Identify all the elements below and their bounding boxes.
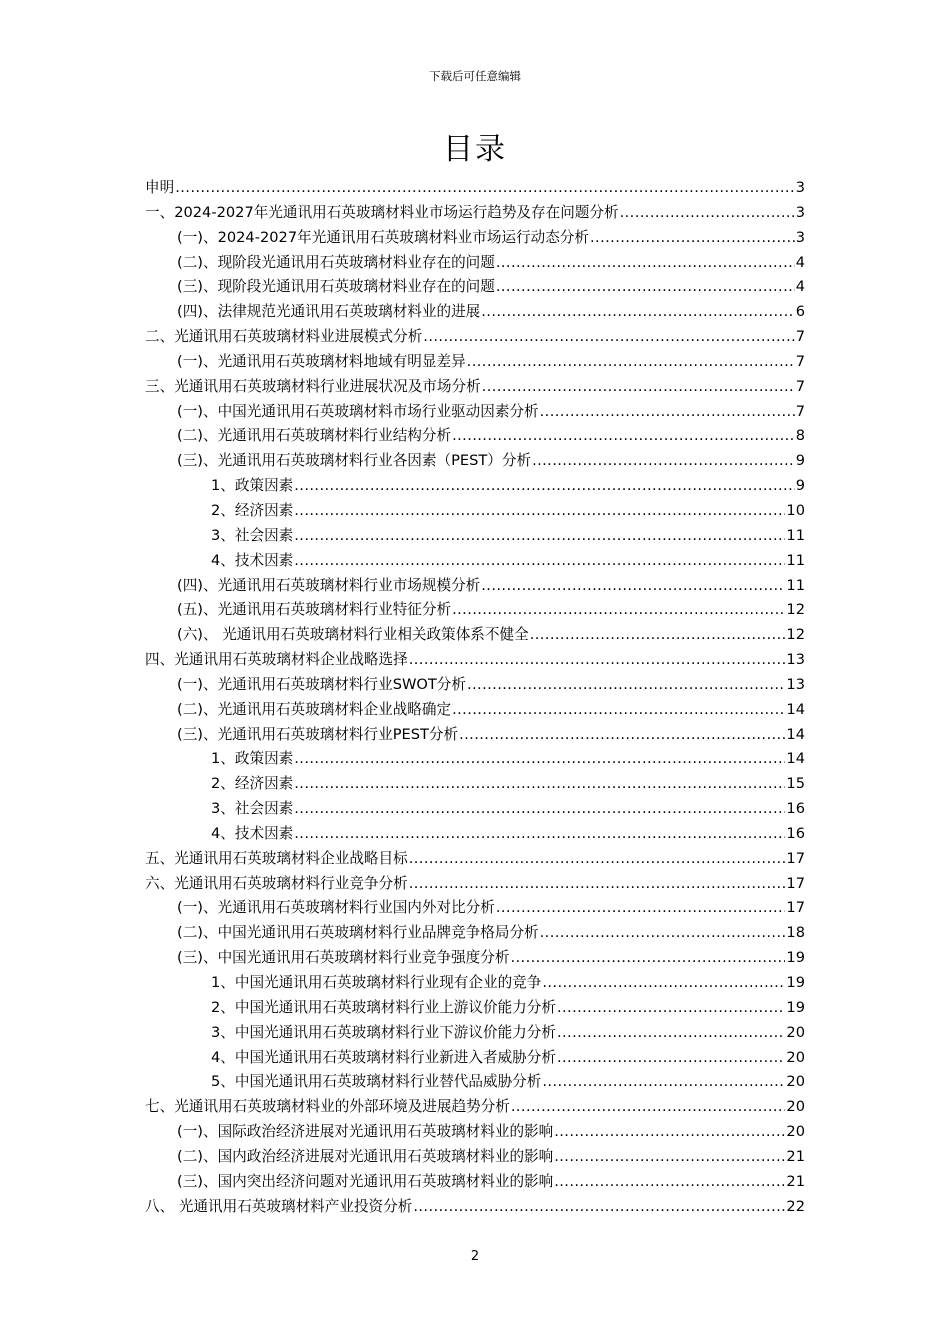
toc-dot-leader xyxy=(481,300,794,325)
toc-entry-title: 1、政策因素 xyxy=(211,477,294,495)
toc-entry-page: 19 xyxy=(786,974,805,991)
toc-entry-page: 19 xyxy=(786,949,805,967)
toc-entry-title: 八、 光通讯用石英玻璃材料产业投资分析 xyxy=(145,1197,413,1215)
toc-entry-page: 17 xyxy=(786,899,805,917)
toc-entry[interactable] xyxy=(145,872,805,897)
toc-dot-leader xyxy=(452,698,785,723)
toc-entry-page: 14 xyxy=(786,725,805,743)
toc-dot-leader xyxy=(496,275,795,300)
toc-dot-leader xyxy=(294,499,785,524)
toc-entry[interactable] xyxy=(145,449,805,474)
toc-entry-page: 6 xyxy=(795,303,805,321)
toc-entry[interactable] xyxy=(145,772,805,797)
toc-entry-title: 4、技术因素 xyxy=(211,551,294,569)
toc-entry-title: 五、光通讯用石英玻璃材料企业战略目标 xyxy=(145,849,408,867)
toc-dot-leader xyxy=(413,1195,785,1220)
toc-entry-title: 2、经济因素 xyxy=(211,775,294,793)
toc-entry[interactable] xyxy=(145,201,805,226)
toc-entry[interactable] xyxy=(145,847,805,872)
toc-entry[interactable] xyxy=(145,1021,805,1046)
toc-dot-leader xyxy=(496,896,786,921)
toc-entry-title: (一)、光通讯用石英玻璃材料地域有明显差异 xyxy=(177,352,466,370)
toc-entry-page: 15 xyxy=(786,775,805,793)
toc-entry-title: (一)、2024-2027年光通讯用石英玻璃材料业市场运行动态分析 xyxy=(177,228,589,246)
toc-entry-title: (三)、国内突出经济问题对光通讯用石英玻璃材料业的影响 xyxy=(177,1172,554,1190)
toc-entry[interactable] xyxy=(145,350,805,375)
toc-dot-leader xyxy=(540,921,786,946)
toc-entry-title: 一、2024-2027年光通讯用石英玻璃材料业市场运行趋势及存在问题分析 xyxy=(145,203,619,221)
toc-dot-leader xyxy=(481,574,785,599)
toc-dot-leader xyxy=(459,723,785,748)
toc-entry-title: (三)、光通讯用石英玻璃材料行业PEST分析 xyxy=(177,725,459,743)
toc-entry-page: 7 xyxy=(795,377,805,395)
toc-entry[interactable] xyxy=(145,400,805,425)
toc-entry-page: 13 xyxy=(786,675,805,693)
toc-dot-leader xyxy=(452,424,795,449)
toc-entry[interactable] xyxy=(145,524,805,549)
toc-entry-title: 二、光通讯用石英玻璃材料业进展模式分析 xyxy=(145,328,423,346)
toc-entry-title: (四)、光通讯用石英玻璃材料行业市场规模分析 xyxy=(177,576,481,594)
toc-entry-title: (二)、中国光通讯用石英玻璃材料行业品牌竞争格局分析 xyxy=(177,924,539,942)
toc-entry-title: (二)、光通讯用石英玻璃材料企业战略确定 xyxy=(177,700,452,718)
toc-entry-title: (一)、光通讯用石英玻璃材料行业SWOT分析 xyxy=(177,675,466,693)
toc-dot-leader xyxy=(530,623,786,648)
toc-dot-leader xyxy=(554,1145,785,1170)
toc-entry-page: 20 xyxy=(786,1098,805,1116)
page-number: 2 xyxy=(470,1249,480,1264)
toc-entry[interactable] xyxy=(145,176,805,201)
toc-entry[interactable] xyxy=(145,1046,805,1071)
toc-entry[interactable] xyxy=(145,971,805,996)
toc-entry[interactable] xyxy=(145,921,805,946)
toc-entry-page: 14 xyxy=(786,700,805,718)
toc-entry[interactable] xyxy=(145,996,805,1021)
toc-entry[interactable] xyxy=(145,251,805,276)
toc-entry[interactable] xyxy=(145,1095,805,1120)
toc-entry-page: 7 xyxy=(795,328,805,346)
toc-entry-page: 11 xyxy=(786,576,805,594)
toc-entry-title: 1、中国光通讯用石英玻璃材料行业现有企业的竞争 xyxy=(211,974,542,991)
toc-dot-leader xyxy=(409,648,786,673)
toc-entry-title: (三)、中国光通讯用石英玻璃材料行业竞争强度分析 xyxy=(177,949,510,967)
toc-entry-title: (一)、国际政治经济进展对光通讯用石英玻璃材料业的影响 xyxy=(177,1123,554,1141)
toc-entry-title: (三)、现阶段光通讯用石英玻璃材料业存在的问题 xyxy=(177,278,495,296)
toc-entry[interactable] xyxy=(145,1195,805,1220)
toc-entry-title: 1、政策因素 xyxy=(211,750,294,768)
toc-entry-page: 9 xyxy=(795,477,805,495)
toc-entry-page: 7 xyxy=(795,352,805,370)
toc-entry[interactable] xyxy=(145,648,805,673)
toc-dot-leader xyxy=(467,673,785,698)
toc-entry-page: 9 xyxy=(795,452,805,470)
toc-entry-title: 六、光通讯用石英玻璃材料行业竞争分析 xyxy=(145,874,408,892)
toc-entry-title: 5、中国光通讯用石英玻璃材料行业替代品威胁分析 xyxy=(211,1073,542,1091)
toc-entry-page: 10 xyxy=(786,501,805,519)
toc-entry-title: (二)、国内政治经济进展对光通讯用石英玻璃材料业的影响 xyxy=(177,1147,554,1165)
toc-dot-leader xyxy=(409,872,786,897)
toc-entry-page: 4 xyxy=(795,278,805,296)
toc-entry-title: (二)、现阶段光通讯用石英玻璃材料业存在的问题 xyxy=(177,253,495,271)
toc-entry-title: 3、中国光通讯用石英玻璃材料行业下游议价能力分析 xyxy=(211,1023,556,1041)
toc-dot-leader xyxy=(554,1120,785,1145)
toc-entry-page: 11 xyxy=(786,526,805,544)
toc-dot-leader xyxy=(294,524,785,549)
toc-dot-leader xyxy=(532,449,795,474)
toc-entry-page: 7 xyxy=(795,402,805,420)
toc-entry-title: 4、技术因素 xyxy=(211,824,294,842)
toc-entry[interactable] xyxy=(145,325,805,350)
toc-dot-leader xyxy=(542,1070,785,1095)
toc-entry-page: 13 xyxy=(786,651,805,669)
toc-dot-leader xyxy=(423,325,794,350)
toc-entry[interactable] xyxy=(145,1070,805,1095)
toc-dot-leader xyxy=(557,1046,785,1071)
toc-entry[interactable] xyxy=(145,275,805,300)
toc-entry[interactable] xyxy=(145,1170,805,1195)
toc-entry-title: 2、中国光通讯用石英玻璃材料行业上游议价能力分析 xyxy=(211,998,556,1016)
toc-dot-leader xyxy=(175,176,795,201)
toc-entry-page: 14 xyxy=(786,750,805,768)
toc-dot-leader xyxy=(620,201,795,226)
toc-dot-leader xyxy=(294,822,785,847)
toc-entry-title: 四、光通讯用石英玻璃材料企业战略选择 xyxy=(145,651,408,669)
toc-entry-page: 22 xyxy=(786,1197,805,1215)
toc-dot-leader xyxy=(557,1021,785,1046)
toc-entry[interactable] xyxy=(145,499,805,524)
toc-entry-title: 4、中国光通讯用石英玻璃材料行业新进入者威胁分析 xyxy=(211,1048,556,1066)
toc-entry-title: 3、社会因素 xyxy=(211,526,294,544)
toc-entry[interactable] xyxy=(145,574,805,599)
toc-entry-title: 申明 xyxy=(145,179,175,196)
toc-dot-leader xyxy=(542,971,785,996)
toc-entry-title: (四)、法律规范光通讯用石英玻璃材料业的进展 xyxy=(177,303,481,321)
toc-entry-title: (五)、光通讯用石英玻璃材料行业特征分析 xyxy=(177,601,452,619)
toc-entry[interactable] xyxy=(145,822,805,847)
toc-entry-page: 19 xyxy=(786,998,805,1016)
toc-entry-title: 2、经济因素 xyxy=(211,501,294,519)
toc-dot-leader xyxy=(496,251,795,276)
toc-dot-leader xyxy=(590,226,795,251)
toc-entry-page: 3 xyxy=(795,203,805,221)
toc-entry-page: 21 xyxy=(786,1147,805,1165)
toc-entry-page: 11 xyxy=(786,551,805,569)
toc-dot-leader xyxy=(540,400,795,425)
toc-dot-leader xyxy=(557,996,785,1021)
toc-entry-page: 12 xyxy=(786,601,805,619)
toc-entry[interactable] xyxy=(145,946,805,971)
toc-entry-title: 七、光通讯用石英玻璃材料业的外部环境及进展趋势分析 xyxy=(145,1098,510,1116)
toc-entry[interactable] xyxy=(145,673,805,698)
toc-dot-leader xyxy=(294,549,785,574)
toc-dot-leader xyxy=(467,350,795,375)
toc-dot-leader xyxy=(511,1095,786,1120)
page-title: 目录 xyxy=(443,132,507,167)
toc-entry-page: 20 xyxy=(786,1023,805,1041)
toc-entry[interactable] xyxy=(145,723,805,748)
toc-entry-title: (三)、光通讯用石英玻璃材料行业各因素（PEST）分析 xyxy=(177,452,532,470)
toc-entry-page: 21 xyxy=(786,1172,805,1190)
toc-entry[interactable] xyxy=(145,424,805,449)
toc-entry[interactable] xyxy=(145,1145,805,1170)
toc-entry[interactable] xyxy=(145,896,805,921)
toc-dot-leader xyxy=(452,598,785,623)
toc-entry[interactable] xyxy=(145,698,805,723)
toc-dot-leader xyxy=(294,747,785,772)
toc-entry-title: (一)、中国光通讯用石英玻璃材料市场行业驱动因素分析 xyxy=(177,402,539,420)
toc-entry[interactable] xyxy=(145,623,805,648)
toc-entry-page: 20 xyxy=(786,1073,805,1091)
toc-entry[interactable] xyxy=(145,300,805,325)
toc-entry-page: 12 xyxy=(786,626,805,644)
toc-entry-title: 三、光通讯用石英玻璃材料行业进展状况及市场分析 xyxy=(145,377,481,395)
toc-dot-leader xyxy=(510,946,785,971)
toc-entry-page: 3 xyxy=(795,179,805,196)
toc-entry-page: 4 xyxy=(795,253,805,271)
toc-dot-leader xyxy=(554,1170,785,1195)
toc-entry-page: 17 xyxy=(786,874,805,892)
toc-dot-leader xyxy=(409,847,786,872)
toc-dot-leader xyxy=(294,797,785,822)
page-header: 下载后可任意编辑 xyxy=(429,69,521,83)
toc-entry-title: (二)、光通讯用石英玻璃材料行业结构分析 xyxy=(177,427,452,445)
toc-entry[interactable] xyxy=(145,598,805,623)
toc-dot-leader xyxy=(294,474,794,499)
toc-entry[interactable] xyxy=(145,747,805,772)
toc-entry-page: 16 xyxy=(786,824,805,842)
toc-entry-page: 18 xyxy=(786,924,805,942)
toc-dot-leader xyxy=(482,375,795,400)
toc-entry-page: 20 xyxy=(786,1048,805,1066)
toc-entry[interactable] xyxy=(145,226,805,251)
toc-entry[interactable] xyxy=(145,797,805,822)
toc-entry-page: 3 xyxy=(795,228,805,246)
toc-entry-title: 3、社会因素 xyxy=(211,800,294,818)
toc-entry[interactable] xyxy=(145,549,805,574)
toc-entry-page: 8 xyxy=(795,427,805,445)
table-of-contents xyxy=(145,176,805,1219)
toc-entry[interactable] xyxy=(145,375,805,400)
toc-entry-page: 17 xyxy=(786,849,805,867)
toc-entry[interactable] xyxy=(145,474,805,499)
toc-entry-page: 16 xyxy=(786,800,805,818)
toc-entry-title: (一)、光通讯用石英玻璃材料行业国内外对比分析 xyxy=(177,899,495,917)
toc-entry-title: (六)、 光通讯用石英玻璃材料行业相关政策体系不健全 xyxy=(177,626,529,644)
toc-entry-page: 20 xyxy=(786,1123,805,1141)
toc-entry[interactable] xyxy=(145,1120,805,1145)
toc-dot-leader xyxy=(294,772,785,797)
